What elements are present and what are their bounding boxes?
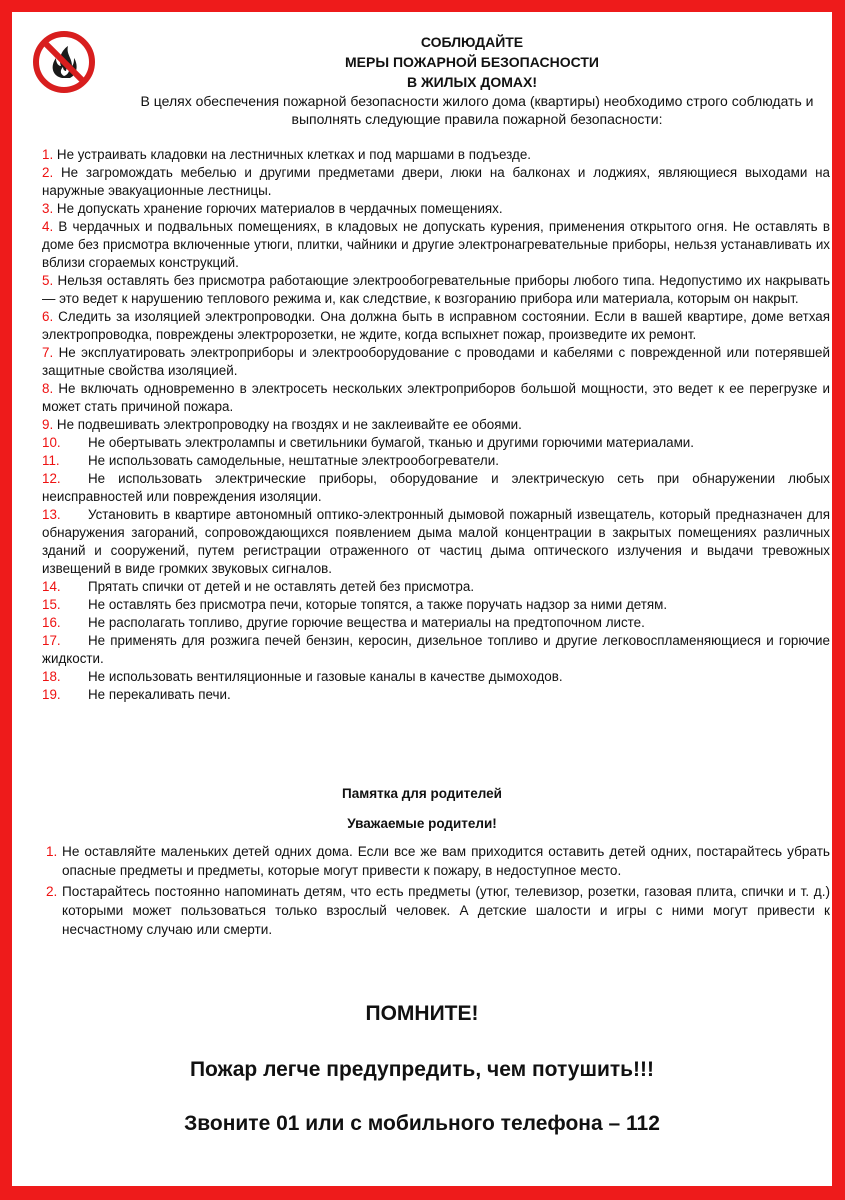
- rule-item: [42, 218, 830, 272]
- rule-text: Не использовать самодельные, нештатные электрообогреватели.: [88, 453, 499, 468]
- poster-title: [212, 32, 732, 92]
- rule-number: 10.: [42, 435, 61, 450]
- rule-text: Не применять для розжига печей бензин, керосин, дизельное топливо и другие легковоспламеняющиеся и горючие жидкости.: [42, 633, 830, 666]
- memo-item: [42, 882, 830, 939]
- intro-text: В целях обеспечения пожарной безопасности жилого дома (квартиры) необходимо строго соблюдать и выполнять следующие правила пожарной безопасности:: [140, 93, 814, 127]
- rule-number: 2.: [42, 165, 54, 180]
- rule-number: 7.: [42, 345, 54, 360]
- title-line: В ЖИЛЫХ ДОМАХ!: [406, 74, 538, 90]
- rule-number: 12.: [42, 471, 61, 486]
- rule-text: В чердачных и подвальных помещениях, в кладовых не допускать курения, применения открытого огня. Не оставлять в доме без присмотра включенные утюги, плитки, чайники и другие электронагревательные приборы, нельзя устанавливать их вблизи сгораемых конструкций.: [42, 219, 830, 270]
- rule-number: 13.: [42, 507, 61, 522]
- rule-number: 11.: [42, 453, 60, 468]
- rule-item: [42, 614, 830, 632]
- rule-item: [42, 380, 830, 416]
- memo-subtitle: Уважаемые родители!: [347, 816, 497, 831]
- rule-number: 19.: [42, 687, 61, 702]
- memo-item: [42, 842, 830, 880]
- remember-heading: ПОМНИТЕ!: [365, 1002, 479, 1025]
- rule-text: Не включать одновременно в электросеть нескольких электроприборов большой мощности, это ведет к ее перегрузке и может стать причиной пожара.: [42, 381, 830, 414]
- rule-text: Не обертывать электролампы и светильники бумагой, тканью и другими горючими материалами.: [88, 435, 695, 450]
- rule-text: Не устраивать кладовки на лестничных клетках и под маршами в подъезде.: [56, 147, 531, 162]
- rules-list: [42, 146, 830, 704]
- rule-number: 18.: [42, 669, 61, 684]
- rule-number: 5.: [42, 273, 54, 288]
- rule-text: Прятать спички от детей и не оставлять детей без присмотра.: [88, 579, 475, 594]
- rule-item: [42, 686, 830, 704]
- slogan-text: Пожар легче предупредить, чем потушить!!!: [189, 1058, 655, 1081]
- rule-item: [42, 344, 830, 380]
- rule-number: 1.: [42, 147, 54, 162]
- rule-item: [42, 668, 830, 686]
- rule-number: 9.: [42, 417, 54, 432]
- rule-item: [42, 416, 830, 434]
- rule-number: 16.: [42, 615, 61, 630]
- rule-number: 17.: [42, 633, 61, 648]
- rule-item: [42, 578, 830, 596]
- rule-text: Не располагать топливо, другие горючие вещества и материалы на предтопочном листе.: [88, 615, 645, 630]
- title-line: МЕРЫ ПОЖАРНОЙ БЕЗОПАСНОСТИ: [345, 54, 599, 70]
- rule-text: Не оставлять без присмотра печи, которые топятся, а также поручать надзор за ними детям.: [88, 597, 668, 612]
- rule-number: 14.: [42, 579, 61, 594]
- rule-text: Не использовать электрические приборы, оборудование и электрическую сеть при обнаружении любых неисправностей или повреждения изоляции.: [42, 471, 830, 504]
- memo-list: [42, 842, 830, 941]
- rule-item: [42, 146, 830, 164]
- rule-text: Нельзя оставлять без присмотра работающие электрообогревательные приборы любого типа. Недопустимо их накрывать — это ведет к нарушению теплового режима и, как следствие, к возгоранию прибора или материала, которым он накрыт.: [42, 273, 830, 306]
- memo-number: 1.: [46, 844, 58, 859]
- title-line: СОБЛЮДАЙТЕ: [420, 34, 524, 50]
- rule-number: 3.: [42, 201, 54, 216]
- rule-number: 4.: [42, 219, 54, 234]
- rule-item: [42, 506, 830, 578]
- rule-text: Не перекаливать печи.: [88, 687, 231, 702]
- rule-number: 15.: [42, 597, 61, 612]
- rule-text: Не допускать хранение горючих материалов в чердачных помещениях.: [56, 201, 503, 216]
- memo-text: Не оставляйте маленьких детей одних дома. Если все же вам приходится оставить детей одних, постарайтесь убрать опасные предметы и предметы, которые могут привести к пожару, в недоступное место.: [62, 844, 830, 878]
- rule-text: Не использовать вентиляционные и газовые каналы в качестве дымоходов.: [88, 669, 563, 684]
- rule-text: Не загромождать мебелью и другими предметами двери, люки на балконах и лоджиях, являющиеся выходами на наружные эвакуационные лестницы.: [42, 165, 830, 198]
- rule-text: Следить за изоляцией электропроводки. Она должна быть в исправном состоянии. Если в вашей квартире, доме ветхая электропроводка, повреждены электророзетки, не ждите, когда вспыхнет пожар, произведите их ремонт.: [42, 309, 830, 342]
- memo-title: Памятка для родителей: [342, 786, 502, 801]
- poster-sheet: [12, 12, 832, 1186]
- memo-number: 2.: [46, 884, 58, 899]
- rule-item: [42, 452, 830, 470]
- no-open-fire-icon: [32, 30, 96, 94]
- rule-item: [42, 632, 830, 668]
- rule-item: [42, 200, 830, 218]
- rule-number: 8.: [42, 381, 54, 396]
- rule-text: Не подвешивать электропроводку на гвоздях и не заклеивайте ее обоями.: [56, 417, 522, 432]
- emergency-phone-text: Звоните 01 или с мобильного телефона – 112: [184, 1112, 660, 1135]
- rule-text: Не эксплуатировать электроприборы и электрооборудование с проводами и кабелями с поврежденной или потерявшей защитные свойства изоляцией.: [42, 345, 830, 378]
- rule-item: [42, 470, 830, 506]
- memo-text: Постарайтесь постоянно напоминать детям, что есть предметы (утюг, телевизор, розетки, газовая плита, спички и т. д.) которыми может пользоваться только взрослый человек. А детские шалости и игры с ними могут привести к несчастному случаю или смерти.: [62, 884, 830, 937]
- rule-item: [42, 308, 830, 344]
- rule-text: Установить в квартире автономный оптико-электронный дымовой пожарный извещатель, который предназначен для обнаружения загораний, сопровождающихся появлением дыма малой концентрации в закрытых помещениях различных зданий и сооружений, путем регистрации отраженного от частиц дыма оптического излучения и выдачи тревожных извещений в виде громких звуковых сигналов.: [42, 507, 830, 576]
- rule-item: [42, 272, 830, 308]
- rule-item: [42, 596, 830, 614]
- rule-item: [42, 434, 830, 452]
- rule-number: 6.: [42, 309, 54, 324]
- rule-item: [42, 164, 830, 200]
